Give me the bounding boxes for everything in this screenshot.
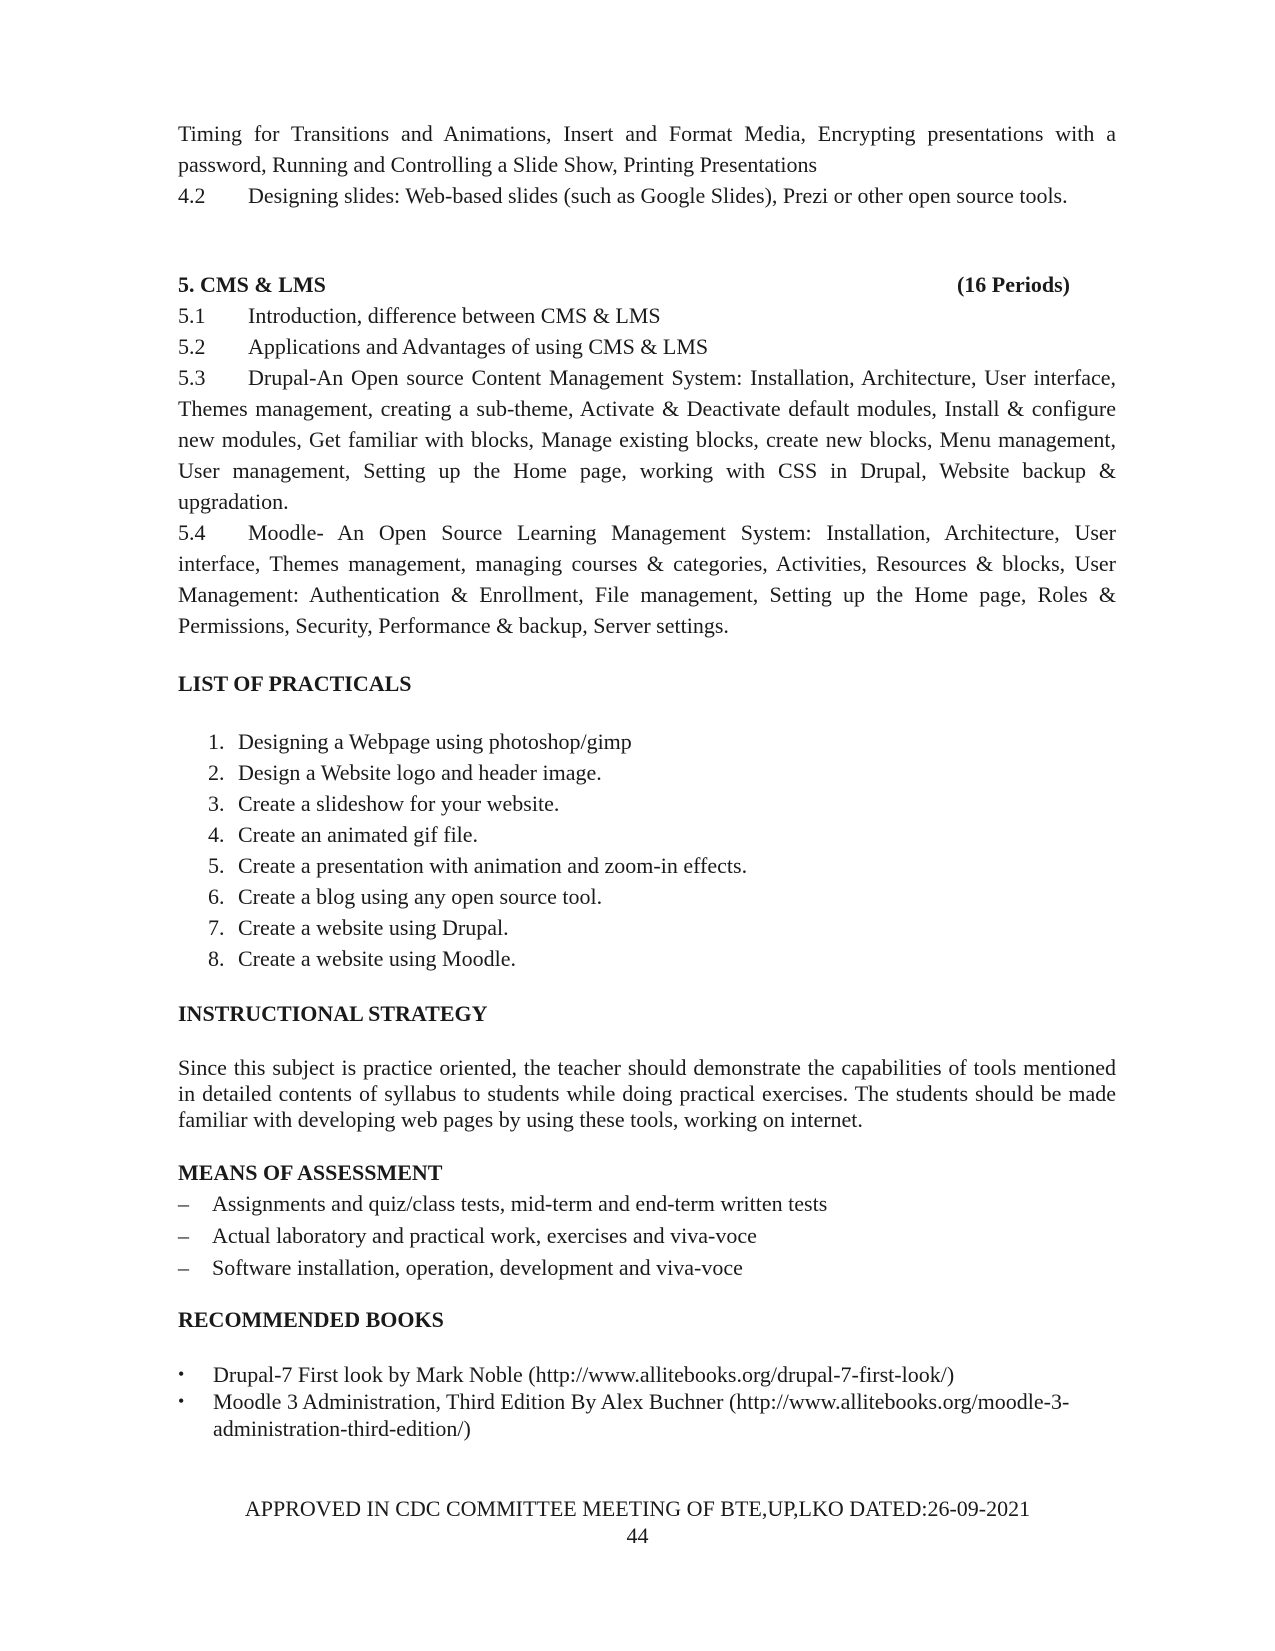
item-text: Designing slides: Web-based slides (such as Google Slides), Prezi or other open source tools.: [248, 183, 1068, 208]
dash-marker: –: [178, 1255, 189, 1280]
assessment-list: [178, 1188, 1116, 1284]
item-text: Moodle- An Open Source Learning Management System: Installation, Architecture, User interface, Themes management, managing courses & categories, Activities, Resources & blocks, User Management: Authentication & Enrollment, File management, Setting up the Home page, Roles & Permissions, Security, Performance & backup, Server settings.: [178, 520, 1116, 638]
page-footer: [0, 1495, 1275, 1549]
list-item: 6. Create a blog using any open source tool.: [230, 881, 1116, 912]
continued-paragraph: Timing for Transitions and Animations, Insert and Format Media, Encrypting presentations with a password, Running and Controlling a Slide Show, Printing Presentations: [178, 121, 1116, 177]
item-5-2: [178, 331, 1116, 362]
list-item: – Actual laboratory and practical work, exercises and viva-voce: [178, 1220, 1116, 1252]
list-item: – Assignments and quiz/class tests, mid-term and end-term written tests: [178, 1188, 1116, 1220]
bullet-marker: •: [178, 1364, 185, 1384]
list-item: 5. Create a presentation with animation and zoom-in effects.: [230, 850, 1116, 881]
strategy-heading: INSTRUCTIONAL STRATEGY: [178, 1001, 488, 1026]
item-text: Drupal-An Open source Content Management System: Installation, Architecture, User interface, Themes management, creating a sub-theme, Activate & Deactivate default modules, Install & configure new modules, Get familiar with blocks, Manage existing blocks, create new blocks, Menu management, User management, Setting up the Home page, working with CSS in Drupal, Website backup & upgradation.: [178, 365, 1116, 514]
bullet-marker: •: [178, 1391, 185, 1411]
assessment-heading: MEANS OF ASSESSMENT: [178, 1160, 443, 1185]
section-periods: (16 Periods): [956, 272, 1070, 297]
practicals-list: [178, 726, 1116, 974]
approval-note: APPROVED IN CDC COMMITTEE MEETING OF BTE,UP,LKO DATED:26-09-2021: [244, 1496, 1031, 1521]
list-item: 1. Designing a Webpage using photoshop/gimp: [230, 726, 1116, 757]
document-page: [178, 118, 1116, 1442]
list-item: • Drupal-7 First look by Mark Noble (http://www.allitebooks.org/drupal-7-first-look/): [178, 1362, 955, 1387]
section-title: 5. CMS & LMS: [178, 272, 326, 297]
item-4-2: [178, 180, 1116, 211]
page-number: 44: [626, 1523, 649, 1548]
item-5-1: [178, 300, 1116, 331]
item-number: 5.4: [178, 520, 206, 545]
list-item: 2. Design a Website logo and header image.: [230, 757, 1116, 788]
dash-marker: –: [178, 1223, 189, 1248]
item-number: 5.2: [178, 334, 206, 359]
strategy-paragraph: Since this subject is practice oriented, the teacher should demonstrate the capabilities of tools mentioned in detailed contents of syllabus to students while doing practical exercises. The students should be made familiar with developing web pages by using these tools, working on internet.: [178, 1055, 1116, 1132]
section-5-heading: [178, 269, 1116, 300]
item-number: 5.3: [178, 365, 206, 390]
list-item: • Moodle 3 Administration, Third Edition By Alex Buchner (http://www.allitebooks.org/moodle-3-administration-third-edition/): [178, 1389, 1070, 1441]
practicals-heading: LIST OF PRACTICALS: [178, 671, 412, 696]
item-5-3: [178, 362, 1116, 517]
item-number: 4.2: [178, 183, 206, 208]
list-item: 7. Create a website using Drupal.: [230, 912, 1116, 943]
item-text: Introduction, difference between CMS & LMS: [248, 303, 661, 328]
list-item: 4. Create an animated gif file.: [230, 819, 1116, 850]
list-item: – Software installation, operation, development and viva-voce: [178, 1252, 1116, 1284]
books-list: [178, 1361, 1116, 1442]
item-text: Applications and Advantages of using CMS & LMS: [248, 334, 709, 359]
item-5-4: [178, 517, 1116, 641]
dash-marker: –: [178, 1191, 189, 1216]
list-item: 3. Create a slideshow for your website.: [230, 788, 1116, 819]
item-number: 5.1: [178, 303, 206, 328]
list-item: 8. Create a website using Moodle.: [230, 943, 1116, 974]
books-heading: RECOMMENDED BOOKS: [178, 1307, 444, 1332]
